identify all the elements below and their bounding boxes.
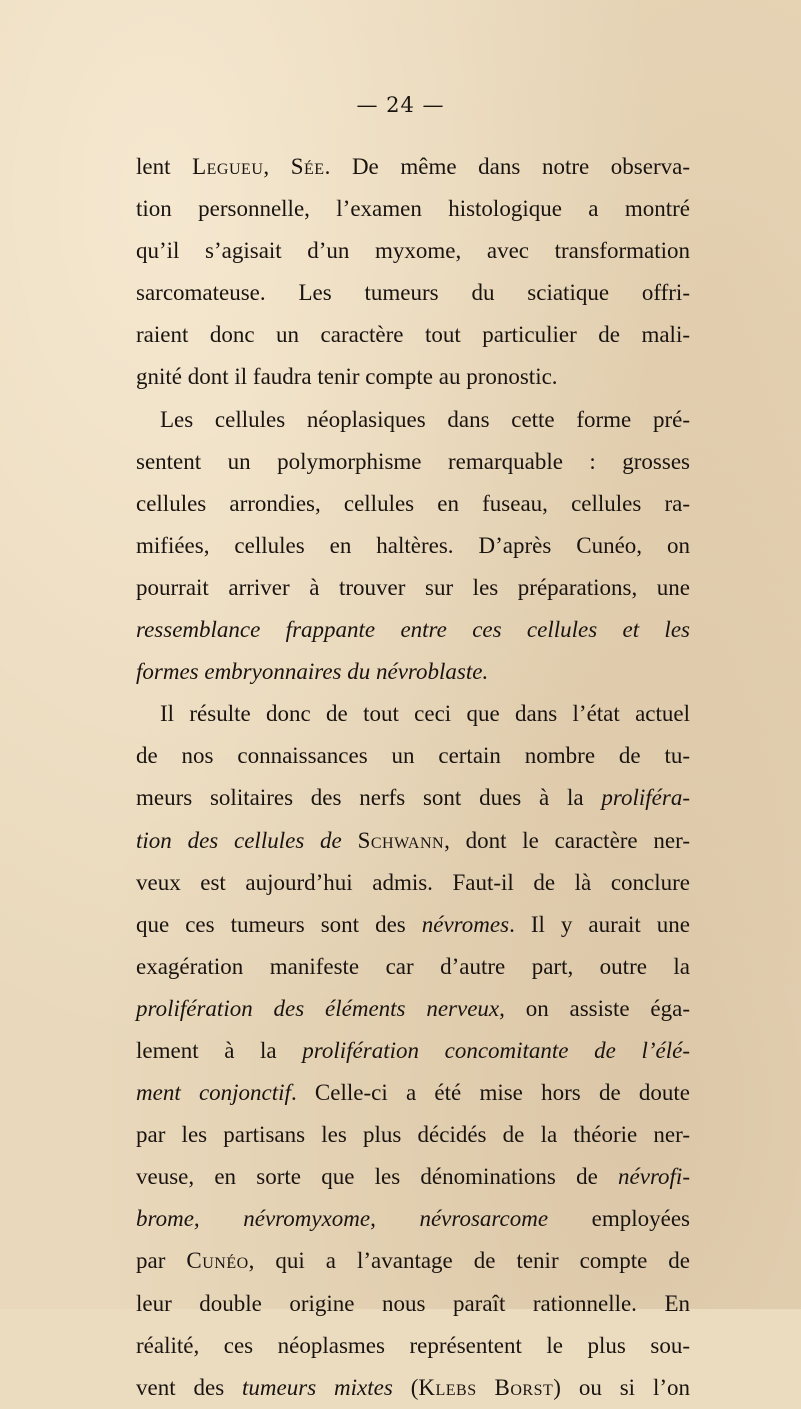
text-run: sentent un polymorphisme remarquable : grosses xyxy=(136,448,690,474)
text-run: cellules arrondies, cellules en fuseau, cellules ra- xyxy=(136,490,690,516)
text-run: lement à la xyxy=(136,1037,303,1063)
text-run: Il résulte donc de tout ceci que dans l’état actuel xyxy=(160,701,690,727)
text-run: réalité, ces néoplasmes représentent le plus sou- xyxy=(136,1332,690,1358)
text-line xyxy=(136,1325,690,1367)
text-line xyxy=(136,441,690,483)
text-line xyxy=(136,567,690,609)
text-run: exagération manifeste car d’autre part, outre la xyxy=(136,953,690,979)
text-run: sarcomateuse. Les tumeurs du sciatique offri- xyxy=(136,280,690,306)
text-line xyxy=(136,230,690,272)
text-line xyxy=(136,735,690,777)
text-line xyxy=(136,904,690,946)
text-line xyxy=(136,314,690,356)
text-run xyxy=(477,1375,495,1400)
text-run: on assiste éga- xyxy=(504,995,690,1021)
text-line xyxy=(136,146,690,188)
text-line xyxy=(136,399,690,441)
italic-text: tion des cellules de xyxy=(136,827,358,853)
text-run: que ces tumeurs sont des xyxy=(136,911,422,937)
text-line xyxy=(136,1114,690,1156)
italic-text: névromes xyxy=(421,911,510,937)
text-run: . Il y aurait une xyxy=(509,911,690,937)
page-number: — 24 — xyxy=(356,93,445,117)
text-run: , xyxy=(263,154,291,179)
text-run: . Celle-ci a été mise hors de doute xyxy=(290,1080,691,1106)
text-line xyxy=(136,1198,690,1240)
text-run: . De même dans notre observa- xyxy=(324,154,690,179)
text-run: leur double origine nous paraît rationnelle. En xyxy=(136,1290,690,1316)
text-run: ( xyxy=(392,1374,419,1400)
text-run: meurs solitaires des nerfs sont dues à la xyxy=(136,785,602,811)
text-run: employées xyxy=(548,1206,690,1232)
text-line xyxy=(136,525,690,567)
italic-text: proliféra- xyxy=(601,785,690,811)
text-line xyxy=(136,988,690,1030)
text-line xyxy=(136,272,690,314)
text-run: vent des xyxy=(136,1374,243,1400)
author-name: Schwann xyxy=(357,827,445,853)
text-run: par les partisans les plus décidés de la théorie ner- xyxy=(136,1122,690,1148)
italic-text: prolifération concomitante de l’élé- xyxy=(302,1037,690,1063)
text-line xyxy=(136,820,690,862)
text-line xyxy=(136,188,690,230)
text-run: tion personnelle, l’examen histologique a montré xyxy=(136,196,690,222)
italic-text: prolifération des éléments nerveux, xyxy=(136,995,505,1021)
author-name: Cunéo xyxy=(186,1248,249,1274)
body-text xyxy=(136,146,690,1409)
text-run: par xyxy=(136,1248,187,1274)
text-run: pourrait arriver à trouver sur les préparations, une xyxy=(136,574,690,600)
text-run: ) ou si l’on xyxy=(553,1374,690,1400)
text-line xyxy=(136,1156,690,1198)
text-run: , qui a l’avantage de tenir compte de xyxy=(248,1248,690,1274)
text-line xyxy=(136,777,690,819)
text-run: lent xyxy=(136,154,193,179)
italic-text: ment conjonctif xyxy=(136,1080,291,1106)
text-line xyxy=(136,1367,690,1409)
italic-text: tumeurs mixtes xyxy=(242,1374,393,1400)
text-line xyxy=(136,483,690,525)
text-run: qu’il s’agisait d’un myxome, avec transformation xyxy=(136,238,690,264)
text-line xyxy=(136,1030,690,1072)
text-run: gnité dont il faudra tenir compte au pronostic. xyxy=(136,364,558,390)
italic-text: névrofi- xyxy=(618,1164,690,1190)
text-line xyxy=(136,693,690,735)
text-run: mifiées, cellules en haltères. D’après Cunéo, on xyxy=(136,532,690,558)
text-line xyxy=(136,946,690,988)
text-run: de nos connaissances un certain nombre de tu- xyxy=(136,743,690,769)
italic-text: ressemblance frappante entre ces cellules et les xyxy=(136,617,690,643)
text-line xyxy=(136,1072,690,1114)
text-run: veux est aujourd’hui admis. Faut-il de là conclure xyxy=(136,869,690,895)
text-run: , dont le caractère ner- xyxy=(444,827,690,853)
text-line xyxy=(136,651,690,693)
italic-text: formes embryonnaires du névroblaste. xyxy=(136,659,489,685)
text-line xyxy=(136,609,690,651)
text-line xyxy=(136,1240,690,1282)
text-line xyxy=(136,1283,690,1325)
author-name: Sée xyxy=(290,154,325,179)
text-run: raient donc un caractère tout particulier de mali- xyxy=(136,322,690,348)
text-run: veuse, en sorte que les dénominations de xyxy=(136,1164,619,1190)
text-line xyxy=(136,356,690,398)
text-line xyxy=(136,862,690,904)
author-name: Legueu xyxy=(192,154,264,179)
italic-text: brome, névromyxome, névrosarcome xyxy=(136,1206,549,1232)
author-name: Klebs xyxy=(418,1374,477,1400)
text-run: Les cellules néoplasiques dans cette forme pré- xyxy=(160,406,690,432)
author-name: Borst xyxy=(494,1374,554,1400)
